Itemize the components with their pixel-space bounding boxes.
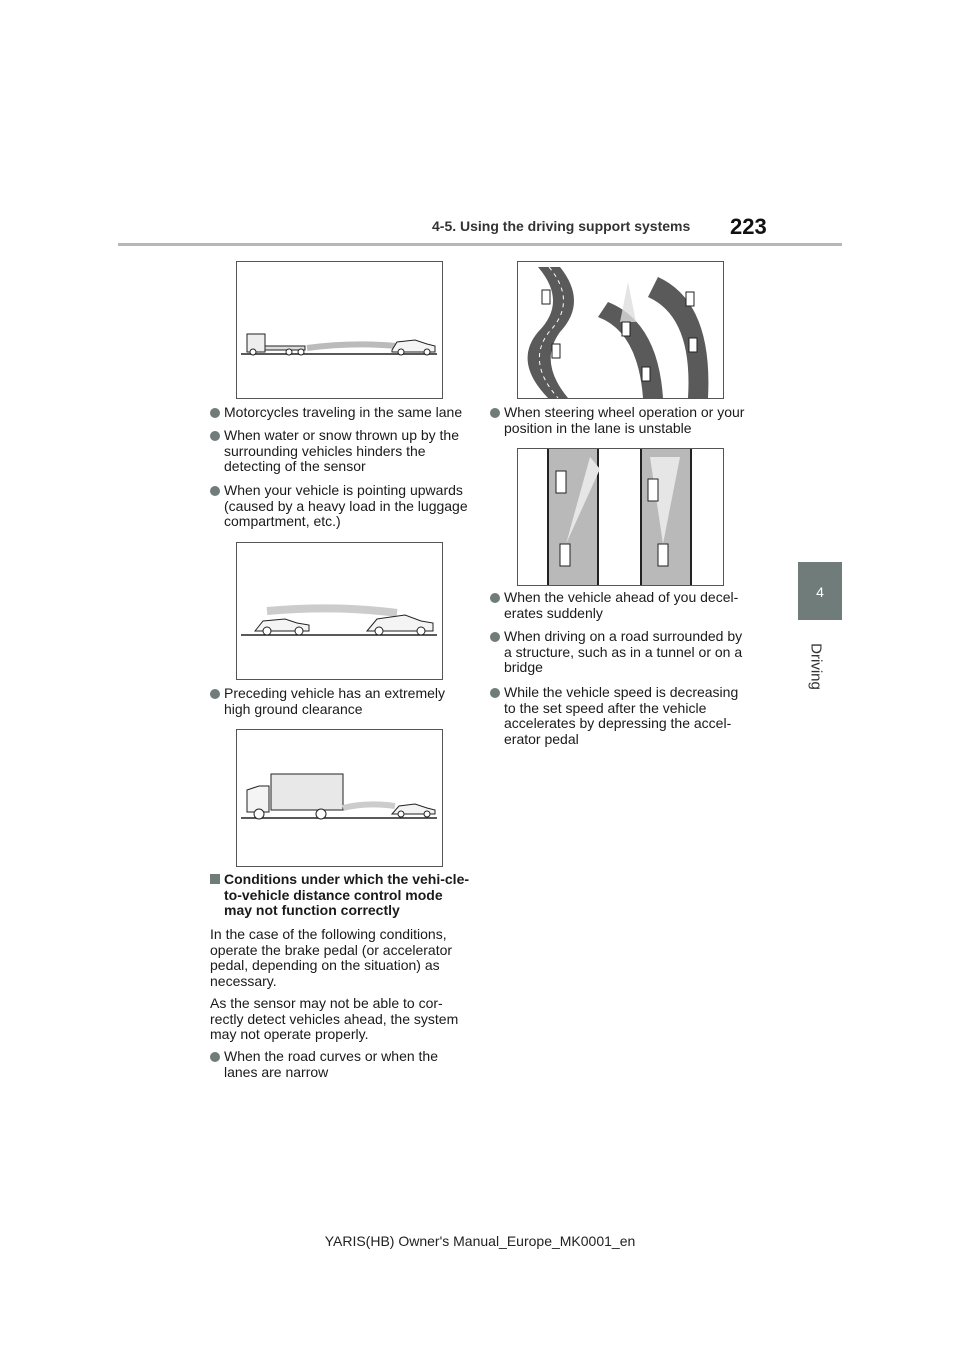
page-number: 223 [730,214,767,239]
figure-unstable-lane-illustration [517,448,724,586]
bullet-item: Preceding vehicle has an extremely high ground clearance [210,686,469,717]
bullet-item: When the vehicle ahead of you decel-erates suddenly [490,590,749,621]
chapter-tab [798,562,842,620]
bullet-item: When your vehicle is pointing upwards (caused by a heavy load in the luggage compartment, etc.) [210,483,469,530]
header-rule [118,243,842,246]
figure-trailer-illustration [236,261,443,399]
chapter-number: 4 [816,584,824,600]
chapter-label: Driving [807,643,825,690]
bullet-item: When the road curves or when the lanes are narrow [210,1049,469,1080]
figure-box-truck-illustration [236,729,443,867]
figure-curved-roads-illustration [517,261,724,399]
bullet-item: When steering wheel operation or your position in the lane is unstable [490,405,749,436]
bullet-item: When water or snow thrown up by the surrounding vehicles hinders the detecting of the sensor [210,428,469,475]
bullet-item: Motorcycles traveling in the same lane [210,405,469,421]
subheading: Conditions under which the vehi-cle-to-vehicle distance control mode may not function correctly [210,872,469,919]
bullet-item: When driving on a road surrounded by a structure, such as in a tunnel or on a bridge [490,629,749,676]
paragraph: As the sensor may not be able to cor-rectly detect vehicles ahead, the system may not operate properly. [210,995,459,1042]
figure-high-clearance-illustration [236,542,443,680]
section-title: 4-5. Using the driving support systems [432,218,691,234]
bullet-item: While the vehicle speed is decreasing to the set speed after the vehicle accelerates by depressing the accel-erator pedal [490,685,749,747]
footer-text: YARIS(HB) Owner's Manual_Europe_MK0001_en [324,1233,636,1249]
paragraph: In the case of the following conditions, operate the brake pedal (or accelerator pedal, depending on the situation) as necessary. [210,926,453,989]
